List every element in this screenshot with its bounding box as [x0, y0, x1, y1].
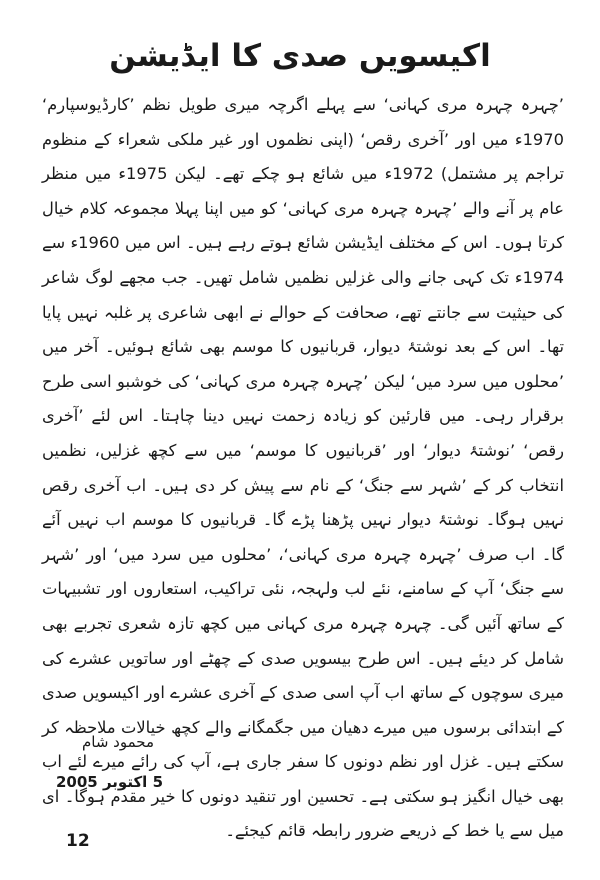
body-paragraph: ’چہرہ چہرہ مری کہانی‘ سے پہلے اگرچہ میری طویل نظم ’کارڈیوسپارم‘ 1970ء میں اور ’آخری رقص‘ (اپنی نظموں اور غیر ملکی شعراء کے منظوم تراجم پر مشتمل) 1972ء میں شائع ہو چکے تھے۔ لیکن 1975ء میں منظر عام پر آنے والے ’چہرہ چہرہ مری کہانی‘ کو میں اپنا پہلا مجموعہ کلام خیال کرتا ہوں۔ اس کے مختلف ایڈیشن شائع ہوتے رہے ہیں۔ اس میں 1960ء سے 1974ء تک کہی جانے والی غزلیں نظمیں شامل تھیں۔ جب مجھے لوگ شاعر کی حیثیت سے جانتے تھے، صحافت کے حوالے نے ابھی شاعری پر غلبہ نہیں پایا تھا۔ اس کے بعد نوشتۂ دیوار، قربانیوں کا موسم بھی شائع ہوئیں۔ آخر میں ’محلوں میں سرد میں‘ لیکن ’چہرہ چہرہ مری کہانی‘ کی خوشبو اسی طرح برقرار رہی۔ میں قارئین کو زیادہ زحمت نہیں دینا چاہتا۔ اس لئے ’آخری رقص‘ ’نوشتۂ دیوار‘ اور ’قربانیوں کا موسم‘ میں سے کچھ غزلیں، نظمیں انتخاب کر کے ’شہر سے جنگ‘ کے نام سے پیش کر دی ہیں۔ اب آخری رقص نہیں ہوگا۔ نوشتۂ دیوار نہیں پڑھنا پڑے گا۔ قربانیوں کا موسم اب نہیں آئے گا۔ اب صرف ’چہرہ چہرہ مری کہانی‘، ’محلوں میں سرد میں‘ اور ’شہر سے جنگ‘ آپ کے سامنے، نئے لب ولہجہ، نئی تراکیب، استعاروں اور تشبیہات کے ساتھ آئیں گی۔ چہرہ چہرہ مری کہانی میں کچھ تازہ شعری تجربے بھی شامل کر دیئے ہیں۔ اس طرح بیسویں صدی کے چھٹے اور ساتویں عشرے کی میری سوچوں کے ساتھ اب آپ اسی صدی کے آخری عشرے اور اکیسویں صدی کے ابتدائی برسوں میں میرے دھیان میں جگمگانے والے کچھ خیالات ملاحظہ کر سکتے ہیں۔ غزل اور نظم دونوں کا سفر جاری ہے، آپ کی رائے میرے لئے اب بھی خیال انگیز ہو سکتی ہے۔ تحسین اور تنقید دونوں کا خیر مقدم ہوگا۔ ای میل سے یا خط کے ذریعے ضرور رابطہ قائم کیجئے۔ — [42, 95, 564, 841]
document-title: اکیسویں صدی کا ایڈیشن — [109, 38, 491, 74]
author-signature: محمود شام — [81, 733, 154, 751]
page-number: 12 — [66, 831, 90, 851]
date-line: 5 اکتوبر 2005 — [56, 773, 163, 791]
